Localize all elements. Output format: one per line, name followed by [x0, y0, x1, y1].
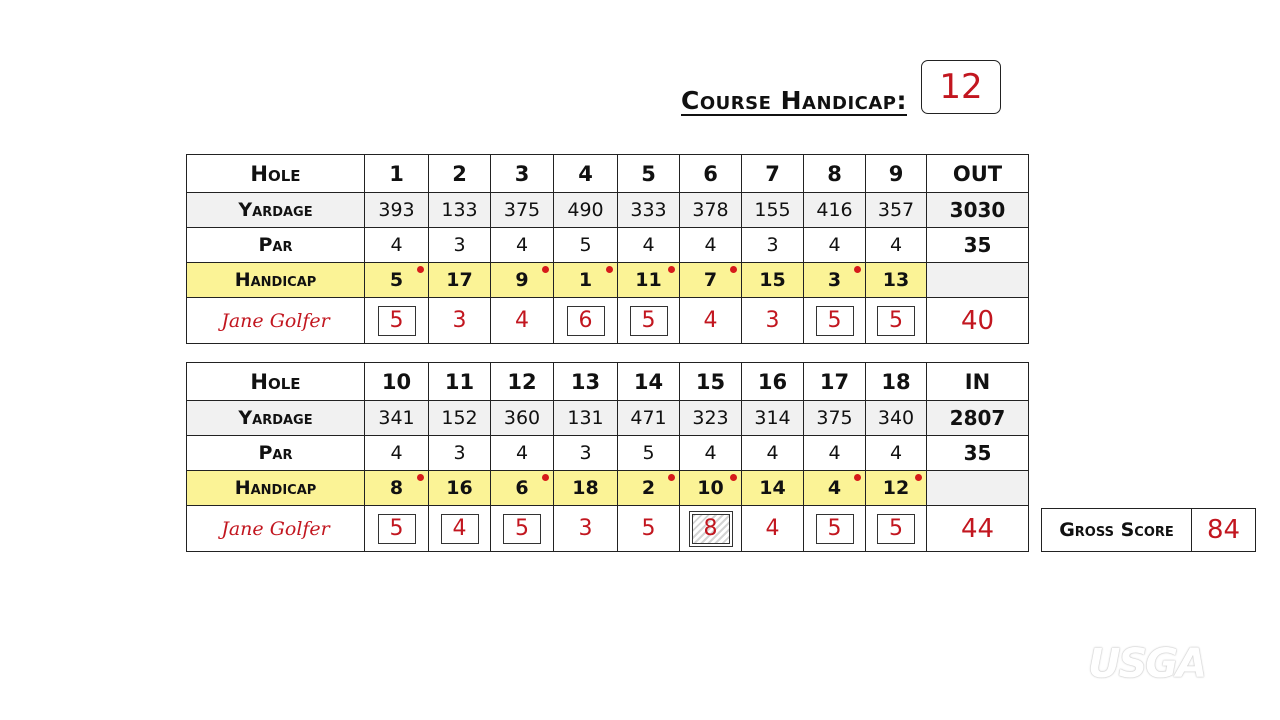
- stroke-dot-icon: [915, 474, 922, 481]
- par-label: Par: [187, 228, 365, 263]
- score-value: 3: [452, 308, 467, 333]
- handicap-value: 3: [827, 269, 842, 291]
- handicap-value: 17: [446, 269, 473, 291]
- handicap-cell: [680, 263, 742, 298]
- par-cell: 5: [618, 436, 680, 471]
- handicap-value: 12: [882, 477, 910, 499]
- par-cell: 3: [742, 228, 804, 263]
- stroke-dot-icon: [730, 474, 737, 481]
- score-value: 6: [567, 306, 605, 336]
- par-cell: 5: [554, 228, 618, 263]
- par-total: 35: [927, 436, 1029, 471]
- hole-number: 4: [554, 155, 618, 193]
- handicap-cell: [491, 471, 554, 506]
- yardage-label: Yardage: [187, 193, 365, 228]
- hole-number: 14: [618, 363, 680, 401]
- yardage-cell: 357: [866, 193, 927, 228]
- handicap-value: 10: [697, 477, 724, 499]
- handicap-row: [187, 263, 1029, 298]
- handicap-cell: [618, 471, 680, 506]
- par-cell: 4: [866, 228, 927, 263]
- hole-row: [187, 363, 1029, 401]
- handicap-value: 5: [389, 269, 404, 291]
- score-cell: [491, 506, 554, 552]
- score-total: 40: [960, 305, 995, 336]
- score-value: 4: [765, 516, 780, 541]
- hole-row: [187, 155, 1029, 193]
- score-cell: [804, 298, 866, 344]
- handicap-value: 6: [515, 477, 529, 499]
- stroke-dot-icon: [668, 266, 675, 273]
- hole-number: 13: [554, 363, 618, 401]
- par-cell: 4: [866, 436, 927, 471]
- par-total: 35: [927, 228, 1029, 263]
- handicap-value: 4: [827, 477, 842, 499]
- handicap-value: 14: [759, 477, 786, 499]
- handicap-value: 9: [515, 269, 529, 291]
- score-cell: [742, 506, 804, 552]
- hole-number: 16: [742, 363, 804, 401]
- yardage-cell: 378: [680, 193, 742, 228]
- score-value: 5: [641, 516, 656, 541]
- handicap-cell: [554, 263, 618, 298]
- score-cell: [804, 506, 866, 552]
- hole-label: Hole: [187, 363, 365, 401]
- yardage-cell: 323: [680, 401, 742, 436]
- handicap-value: 2: [641, 477, 656, 499]
- yardage-row: [187, 401, 1029, 436]
- par-row: [187, 228, 1029, 263]
- hole-number: 8: [804, 155, 866, 193]
- par-label: Par: [187, 436, 365, 471]
- score-row: [187, 506, 1029, 552]
- par-cell: 4: [742, 436, 804, 471]
- handicap-cell: [804, 471, 866, 506]
- handicap-cell: [429, 471, 491, 506]
- handicap-cell: [866, 471, 927, 506]
- score-total: 44: [960, 513, 995, 544]
- stroke-dot-icon: [854, 474, 861, 481]
- hole-number: 11: [429, 363, 491, 401]
- par-cell: 3: [429, 436, 491, 471]
- score-cell: [491, 298, 554, 344]
- handicap-cell: [804, 263, 866, 298]
- score-value: 5: [378, 514, 416, 544]
- stroke-dot-icon: [417, 474, 424, 481]
- hole-label: Hole: [187, 155, 365, 193]
- yardage-total: 3030: [927, 193, 1029, 228]
- score-value: 3: [578, 516, 593, 541]
- score-cell: [742, 298, 804, 344]
- handicap-cell: [554, 471, 618, 506]
- yardage-cell: 155: [742, 193, 804, 228]
- score-total-cell: [927, 506, 1029, 552]
- hole-number: 2: [429, 155, 491, 193]
- score-value: 5: [877, 514, 915, 544]
- handicap-row: [187, 471, 1029, 506]
- hole-number: 6: [680, 155, 742, 193]
- hole-number: 18: [866, 363, 927, 401]
- handicap-cell: [742, 471, 804, 506]
- yardage-cell: 341: [365, 401, 429, 436]
- stroke-dot-icon: [542, 474, 549, 481]
- score-cell: [618, 298, 680, 344]
- front-nine-table: [186, 154, 1029, 344]
- course-handicap: [681, 60, 1001, 116]
- handicap-cell: [365, 471, 429, 506]
- score-cell: [365, 506, 429, 552]
- yardage-total: 2807: [927, 401, 1029, 436]
- handicap-total-cell: [927, 471, 1029, 506]
- yardage-cell: 333: [618, 193, 680, 228]
- par-cell: 4: [365, 228, 429, 263]
- score-value: 5: [503, 514, 541, 544]
- score-value: 5: [877, 306, 915, 336]
- yardage-cell: 490: [554, 193, 618, 228]
- stroke-dot-icon: [542, 266, 549, 273]
- score-cell: [429, 506, 491, 552]
- handicap-cell: [491, 263, 554, 298]
- score-total-cell: [927, 298, 1029, 344]
- stroke-dot-icon: [854, 266, 861, 273]
- handicap-value: 7: [703, 269, 718, 291]
- yardage-cell: 314: [742, 401, 804, 436]
- score-cell: [680, 298, 742, 344]
- total-header: IN: [927, 363, 1029, 401]
- par-cell: 4: [804, 436, 866, 471]
- hole-number: 17: [804, 363, 866, 401]
- handicap-cell: [866, 263, 927, 298]
- score-value: 4: [441, 514, 479, 544]
- par-cell: 4: [491, 228, 554, 263]
- handicap-value: 1: [578, 269, 593, 291]
- handicap-value: 16: [446, 477, 473, 499]
- yardage-cell: 416: [804, 193, 866, 228]
- score-cell: [429, 298, 491, 344]
- stroke-dot-icon: [668, 474, 675, 481]
- gross-score-value: 84: [1206, 515, 1241, 545]
- par-cell: 4: [680, 436, 742, 471]
- handicap-cell: [680, 471, 742, 506]
- handicap-value: 18: [572, 477, 599, 499]
- score-value: 3: [765, 308, 780, 333]
- course-handicap-value: 12: [921, 60, 1001, 114]
- handicap-label: Handicap: [187, 471, 365, 506]
- hole-number: 7: [742, 155, 804, 193]
- par-cell: 4: [680, 228, 742, 263]
- handicap-value: 15: [759, 269, 786, 291]
- handicap-cell: [365, 263, 429, 298]
- handicap-value: 13: [882, 269, 910, 291]
- par-cell: 3: [429, 228, 491, 263]
- yardage-row: [187, 193, 1029, 228]
- score-value: 4: [703, 308, 718, 333]
- yardage-cell: 360: [491, 401, 554, 436]
- player-name: Jane Golfer: [187, 506, 365, 552]
- yardage-cell: 375: [804, 401, 866, 436]
- handicap-cell: [429, 263, 491, 298]
- score-cell: [866, 506, 927, 552]
- score-value: 4: [515, 308, 529, 333]
- hole-number: 5: [618, 155, 680, 193]
- player-name: Jane Golfer: [187, 298, 365, 344]
- handicap-cell: [618, 263, 680, 298]
- score-cell: [554, 298, 618, 344]
- hole-number: 12: [491, 363, 554, 401]
- par-cell: 4: [804, 228, 866, 263]
- yardage-cell: 152: [429, 401, 491, 436]
- gross-score-label: Gross Score: [1042, 509, 1192, 551]
- stroke-dot-icon: [606, 266, 613, 273]
- handicap-cell: [742, 263, 804, 298]
- handicap-label: Handicap: [187, 263, 365, 298]
- back-nine-table: [186, 362, 1029, 552]
- yardage-cell: 471: [618, 401, 680, 436]
- hole-number: 1: [365, 155, 429, 193]
- score-cell: [618, 506, 680, 552]
- yardage-cell: 340: [866, 401, 927, 436]
- yardage-cell: 133: [429, 193, 491, 228]
- yardage-label: Yardage: [187, 401, 365, 436]
- score-cell: [365, 298, 429, 344]
- hole-number: 15: [680, 363, 742, 401]
- handicap-value: 8: [389, 477, 404, 499]
- par-row: [187, 436, 1029, 471]
- par-cell: 4: [618, 228, 680, 263]
- score-value: 8: [692, 514, 730, 544]
- score-row: [187, 298, 1029, 344]
- score-cell: [680, 506, 742, 552]
- score-value: 5: [816, 514, 854, 544]
- score-value: 5: [630, 306, 668, 336]
- score-value: 5: [378, 306, 416, 336]
- yardage-cell: 131: [554, 401, 618, 436]
- score-value: 5: [816, 306, 854, 336]
- hole-number: 10: [365, 363, 429, 401]
- hole-number: 9: [866, 155, 927, 193]
- par-cell: 4: [491, 436, 554, 471]
- yardage-cell: 375: [491, 193, 554, 228]
- score-cell: [554, 506, 618, 552]
- handicap-value: 11: [635, 269, 662, 291]
- stroke-dot-icon: [730, 266, 737, 273]
- yardage-cell: 393: [365, 193, 429, 228]
- course-handicap-label: Course Handicap:: [681, 86, 907, 115]
- usga-logo: USGA: [1088, 641, 1206, 687]
- handicap-total-cell: [927, 263, 1029, 298]
- hole-number: 3: [491, 155, 554, 193]
- par-cell: 4: [365, 436, 429, 471]
- score-cell: [866, 298, 927, 344]
- par-cell: 3: [554, 436, 618, 471]
- total-header: OUT: [927, 155, 1029, 193]
- gross-score: [1041, 508, 1256, 552]
- stroke-dot-icon: [417, 266, 424, 273]
